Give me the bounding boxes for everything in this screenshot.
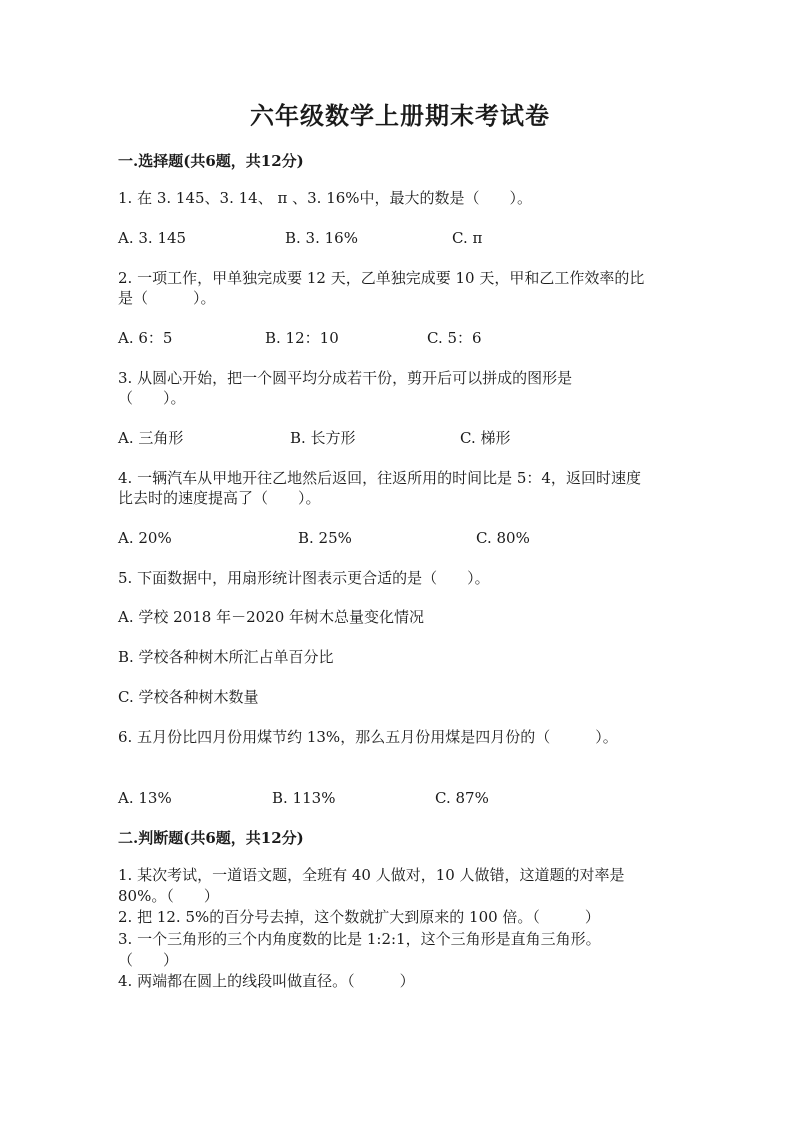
section-heading-judgement: 二.判断题(共6题，共12分)	[118, 829, 304, 847]
question-1-option-a: A. 3. 145	[118, 229, 187, 247]
question-6-option-c: C. 87%	[435, 789, 489, 807]
question-5-option-c: C. 学校各种树木数量	[118, 688, 259, 706]
question-4-text-line-1: 4. 一辆汽车从甲地开往乙地然后返回，往返所用的时间比是 5：4，返回时速度	[118, 469, 641, 487]
question-1-option-c: C. π	[452, 229, 483, 247]
judgement-4: 4. 两端都在圆上的线段叫做直径。（ ）	[118, 972, 415, 990]
judgement-1-line-1: 1. 某次考试，一道语文题，全班有 40 人做对，10 人做错，这道题的对率是	[118, 866, 625, 884]
question-1-text: 1. 在 3. 145、3. 14、 π 、3. 16%中，最大的数是（ ）。	[118, 189, 533, 207]
question-1-option-b: B. 3. 16%	[285, 229, 358, 247]
judgement-2: 2. 把 12. 5%的百分号去掉，这个数就扩大到原来的 100 倍。（ ）	[118, 908, 600, 926]
question-6-option-b: B. 113%	[272, 789, 336, 807]
judgement-1-line-2: 80%。（ ）	[118, 887, 219, 905]
question-4-option-c: C. 80%	[476, 529, 530, 547]
question-2-option-c: C. 5：6	[427, 329, 482, 347]
question-6-option-a: A. 13%	[118, 789, 172, 807]
question-5-option-a: A. 学校 2018 年－2020 年树木总量变化情况	[118, 608, 425, 626]
question-3-option-c: C. 梯形	[460, 429, 511, 447]
question-5-text: 5. 下面数据中，用扇形统计图表示更合适的是（ ）。	[118, 569, 490, 587]
judgement-3-line-1: 3. 一个三角形的三个内角度数的比是 1:2:1，这个三角形是直角三角形。	[118, 930, 601, 948]
section-heading-choice: 一.选择题(共6题，共12分)	[118, 152, 304, 170]
question-3-text-line-2: （ ）。	[118, 389, 186, 407]
question-2-option-b: B. 12：10	[265, 329, 339, 347]
question-4-option-b: B. 25%	[298, 529, 352, 547]
question-6-text: 6. 五月份比四月份用煤节约 13%，那么五月份用煤是四月份的（ ）。	[118, 728, 618, 746]
question-4-text-line-2: 比去时的速度提高了（ ）。	[118, 489, 321, 507]
question-4-option-a: A. 20%	[118, 529, 172, 547]
question-2-text-line-2: 是（ ）。	[118, 289, 216, 307]
question-5-option-b: B. 学校各种树木所汇占单百分比	[118, 648, 334, 666]
question-3-option-a: A. 三角形	[118, 429, 184, 447]
question-2-option-a: A. 6：5	[118, 329, 173, 347]
question-3-option-b: B. 长方形	[290, 429, 356, 447]
page-title: 六年级数学上册期末考试卷	[250, 101, 550, 130]
question-2-text-line-1: 2. 一项工作，甲单独完成要 12 天，乙单独完成要 10 天，甲和乙工作效率的比	[118, 269, 645, 287]
judgement-3-line-2: （ ）	[118, 951, 179, 969]
question-3-text-line-1: 3. 从圆心开始，把一个圆平均分成若干份，剪开后可以拼成的图形是	[118, 369, 573, 387]
